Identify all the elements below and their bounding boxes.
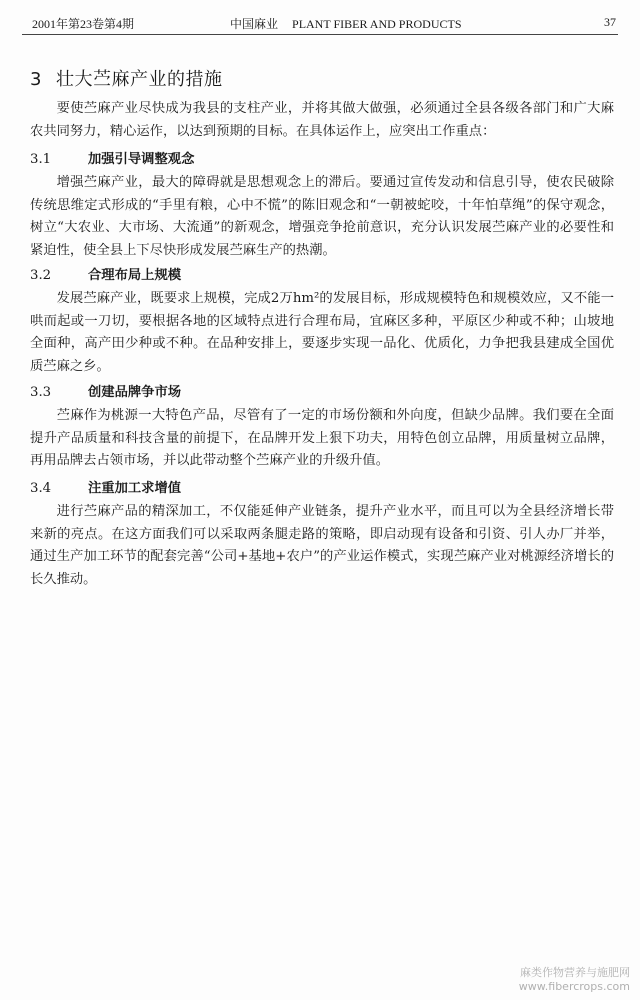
- journal-name-en: PLANT FIBER AND PRODUCTS: [292, 17, 462, 31]
- watermark-title: 麻类作物营养与施肥网: [520, 966, 630, 979]
- subsection-paragraph-3-1: 增强苎麻产业，最大的障碍就是思想观念上的滞后。要通过宣传发动和信息引导，使农民破除传统思维定式形成的“手里有粮，心中不慌”的陈旧观念和“一朝被蛇咬，十年怕草绳”的保守观念，树立“大农业、大市场、大流通”的新观念，增强竞争抢前意识，充分认识发展苎麻产业的必要性和紧迫性，使全县上下尽快形成发展苎麻生产的热潮。: [30, 175, 614, 258]
- subsection-paragraph-3-2: 发展苎麻产业，既要求上规模，完成2万hm²的发展目标，形成规模特色和规模效应，又不能一哄而起或一刀切，要根据各地的区域特点进行合理布局，宜麻区多种，平原区少种或不种；山坡地全面种，高产田少种或不种。在品种安排上，要逐步实现一品化、优质化，力争把我县建成全国优质苎麻之乡。: [30, 291, 614, 374]
- section-intro-paragraph: 要使苎麻产业尽快成为我县的支柱产业，并将其做大做强，必须通过全县各级各部门和广大麻农共同努力，精心运作，以达到预期的目标。在具体运作上，应突出工作重点：: [30, 101, 614, 139]
- subsection-paragraph-3-4: 进行苎麻产品的精深加工，不仅能延伸产业链条，提升产业水平，而且可以为全县经济增长带来新的亮点。在这方面我们可以采取两条腿走路的策略，即启动现有设备和引资、引人办厂并举，通过生产加工环节的配套完善“公司+基地+农户”的产业运作模式，实现苎麻产业对桃源经济增长的长久推动。: [30, 504, 614, 587]
- header-rule: [22, 34, 618, 35]
- subsection-number: 3.4: [30, 481, 52, 496]
- section-number: 3: [30, 69, 42, 90]
- subsection-title: 创建品牌争市场: [88, 385, 182, 400]
- running-header: [22, 12, 616, 34]
- page-number: 37: [604, 15, 616, 29]
- subsection-title: 合理布局上规模: [88, 268, 182, 283]
- subsection-heading-3-1: [30, 149, 194, 171]
- subsection-number: 3.3: [30, 385, 52, 400]
- journal-name: [230, 15, 462, 32]
- section-title: 壮大苎麻产业的措施: [55, 69, 223, 90]
- site-watermark: [519, 966, 630, 994]
- section-heading: [30, 65, 222, 91]
- subsection-number: 3.1: [30, 152, 52, 167]
- subsection-title: 注重加工求增值: [88, 481, 182, 496]
- subsection-heading-3-2: [30, 265, 181, 287]
- subsection-title: 加强引导调整观念: [88, 152, 195, 167]
- watermark-url: www.fibercrops.com: [518, 980, 630, 993]
- subsection-paragraph-3-3: 苎麻作为桃源一大特色产品，尽管有了一定的市场份额和外向度，但缺少品牌。我们要在全面提升产品质量和科技含量的前提下，在品牌开发上狠下功夫，用特色创立品牌，用质量树立品牌，再用品牌去占领市场，并以此带动整个苎麻产业的升级升值。: [30, 408, 614, 469]
- subsection-heading-3-4: [30, 478, 181, 500]
- subsection-number: 3.2: [30, 268, 52, 283]
- issue-info: 2001年第23卷第4期: [32, 17, 135, 31]
- journal-name-cn: 中国麻业: [230, 17, 279, 31]
- subsection-heading-3-3: [30, 382, 181, 404]
